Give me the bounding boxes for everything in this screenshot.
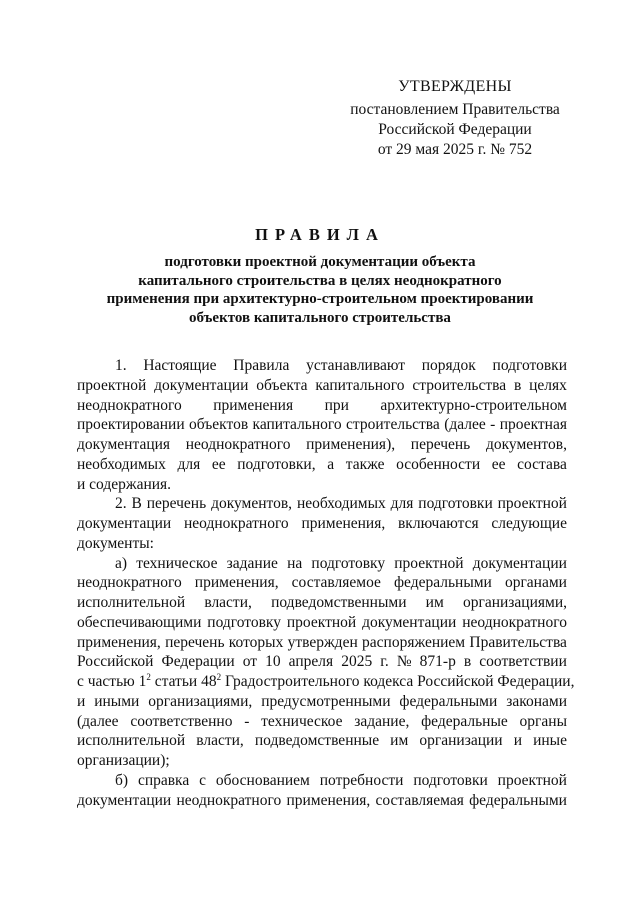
paragraph-line [77, 415, 567, 435]
word: строительства [346, 416, 440, 434]
word: Настоящие [143, 357, 217, 374]
word: № [396, 653, 412, 671]
word: неоднократного [183, 515, 289, 532]
word: документов, [485, 436, 567, 453]
word: подготовки [413, 771, 488, 789]
word: организации [419, 732, 503, 750]
document-subtitle-line: капитального строительства в целях неоднократного [138, 272, 502, 289]
word: также [345, 455, 385, 473]
word: целях [529, 376, 567, 394]
word: федеральными [393, 574, 492, 592]
word: проектной [394, 554, 464, 572]
word: следующие [491, 515, 567, 532]
word: подготовки [492, 357, 567, 374]
word: организациями, [462, 594, 567, 611]
word: органы [519, 712, 567, 730]
word: устанавливают [306, 357, 405, 374]
word: Российской [77, 653, 154, 671]
approval-stamp [340, 77, 570, 160]
word: в [463, 653, 472, 671]
word: (далее [77, 712, 119, 730]
word: неоднократного [77, 396, 182, 414]
word: применения, [301, 515, 386, 532]
paragraph-line [77, 573, 567, 593]
word: справка [137, 771, 190, 789]
paragraph-line [77, 613, 567, 633]
paragraph-line [77, 514, 567, 534]
paragraph-line: организации); [77, 752, 170, 769]
word: 871-р [419, 653, 456, 671]
paragraph-line [77, 652, 567, 672]
word: на [287, 554, 303, 572]
word: составляемая [375, 791, 464, 809]
word: задание [226, 554, 278, 572]
word: документации [362, 613, 457, 631]
approval-heading: УТВЕРЖДЕНЫ [398, 78, 512, 95]
word: власти, [196, 732, 244, 750]
word: подведомственные [254, 732, 380, 750]
word: органами [504, 574, 567, 592]
word: применения, [77, 633, 161, 651]
paragraph-line [77, 771, 567, 791]
word: необходимых [77, 455, 166, 473]
word: подведомственными [271, 594, 407, 611]
word: подготовку [311, 554, 386, 572]
document-subtitle-line: подготовки проектной документации объекта [164, 254, 476, 270]
paragraph-line [77, 593, 567, 613]
document-subtitle-line: объектов капитального строительства [189, 309, 451, 326]
paragraph-line-with-superscripts [77, 672, 575, 692]
paragraph-line [77, 554, 567, 574]
paragraph-line [77, 731, 567, 751]
word: задание, [354, 712, 410, 730]
word: ее [211, 455, 226, 473]
word: соответствии [479, 653, 567, 671]
document-title-block [60, 225, 580, 327]
word: 10 [265, 653, 281, 671]
word: проектной [497, 495, 567, 513]
approval-line: постановлением Правительства [350, 101, 560, 118]
word: архитектурно-строительном [380, 396, 567, 414]
word: при [324, 396, 349, 414]
word: капитального [315, 376, 405, 394]
word: документация [77, 436, 171, 453]
document-subtitle-line: применения при архитектурно-строительном проектировании [106, 291, 534, 307]
word: порядок [421, 357, 476, 374]
paragraph-line [77, 791, 567, 811]
word: власти, [204, 594, 252, 611]
word: неоднократного [77, 574, 182, 592]
paragraph-line [77, 633, 567, 653]
paragraph-line [77, 356, 567, 376]
word: в [513, 376, 522, 394]
word: от [242, 653, 258, 671]
word: обоснованием [215, 771, 310, 789]
word: включаются [397, 515, 479, 532]
word: применения), [306, 436, 396, 453]
word: неоднократного [185, 436, 291, 453]
word: распоряжением [362, 633, 466, 651]
word: ее [491, 455, 506, 473]
paragraph-line [77, 435, 567, 455]
word: а [327, 455, 335, 473]
word: а) [115, 554, 128, 572]
word: документации [77, 791, 172, 809]
word: техническое [136, 554, 218, 572]
word: - [490, 416, 496, 434]
word: подготовку [207, 613, 281, 631]
word: применения, [194, 574, 279, 592]
word: исполнительной [77, 732, 186, 750]
word: объектов [189, 416, 249, 434]
word: особенности [396, 455, 481, 473]
word: апреля [288, 653, 334, 671]
word: документации [77, 515, 172, 532]
paragraph-line [77, 692, 567, 712]
word: Федерации [161, 653, 235, 671]
word: 2. [115, 495, 127, 513]
word: для [390, 495, 414, 513]
word: документов, [211, 495, 293, 513]
word: 1. [115, 357, 127, 374]
word: применения, [286, 791, 371, 809]
word: проектной [286, 613, 357, 631]
word: В [131, 495, 142, 513]
word: им [425, 594, 444, 611]
approval-date: от 29 мая 2025 г. № 752 [377, 141, 533, 158]
word: иными [94, 692, 140, 710]
word: организациями, [148, 692, 253, 710]
word: б) [115, 771, 129, 789]
word: состава [517, 455, 567, 473]
word: капитального [252, 416, 342, 434]
word: и [513, 732, 522, 750]
paragraph-line [77, 396, 567, 416]
text-fragment: статьи 48 [150, 673, 217, 690]
word: иные [533, 732, 567, 750]
approval-line: Российской Федерации [378, 121, 532, 138]
word: проектная [499, 416, 567, 434]
paragraph-line [77, 712, 567, 732]
word: документации [154, 376, 249, 394]
word: потребности [319, 771, 404, 789]
word: обеспечивающими [77, 613, 202, 631]
document-body [77, 356, 575, 810]
word: Правительства [469, 633, 567, 651]
word: соответственно [130, 712, 233, 730]
word: составляемое [291, 574, 381, 592]
word: подготовки, [237, 455, 316, 473]
word: объекта [256, 376, 308, 394]
word: для [177, 455, 201, 473]
word: проектной [77, 376, 147, 394]
word: проектной [497, 771, 567, 789]
text-fragment: Градостроительного кодекса Российской Федерации, [221, 673, 575, 690]
word: проектировании [77, 416, 185, 434]
paragraph-line [77, 376, 567, 396]
superscript: 2 [146, 672, 151, 682]
paragraph-line: документы: [77, 534, 154, 552]
word: необходимых [296, 495, 386, 513]
word: с [199, 771, 207, 789]
word: федеральные [421, 712, 508, 730]
word: (далее [444, 416, 486, 434]
word: применения [213, 396, 294, 414]
word: перечень [146, 495, 207, 513]
document-title: ПРАВИЛА [255, 225, 385, 244]
word: перечень [410, 436, 471, 453]
word: предусмотренными [261, 692, 391, 710]
word: строительства [412, 376, 507, 394]
word: неоднократного [176, 791, 282, 809]
word: г. [380, 653, 389, 671]
word: утвержден [287, 633, 358, 651]
word: техническое [261, 712, 343, 730]
text-fragment: с частью 1 [77, 673, 147, 690]
word: федеральными [399, 692, 498, 710]
word: - [244, 712, 250, 730]
superscript: 2 [216, 672, 222, 682]
word: Правила [233, 357, 290, 374]
paragraph-line [77, 494, 567, 514]
word: федеральными [469, 791, 567, 809]
word: неоднократного [462, 613, 567, 631]
word: 2025 [341, 653, 373, 671]
word: которых [228, 633, 284, 651]
word: исполнительной [77, 594, 186, 611]
word: перечень [165, 633, 225, 651]
word: и [77, 692, 86, 710]
word: подготовки [418, 495, 493, 513]
paragraph-line [77, 455, 567, 475]
word: документации [472, 554, 567, 572]
word: им [390, 732, 409, 750]
paragraph-line: и содержания. [77, 475, 172, 493]
word: законами [506, 692, 567, 710]
